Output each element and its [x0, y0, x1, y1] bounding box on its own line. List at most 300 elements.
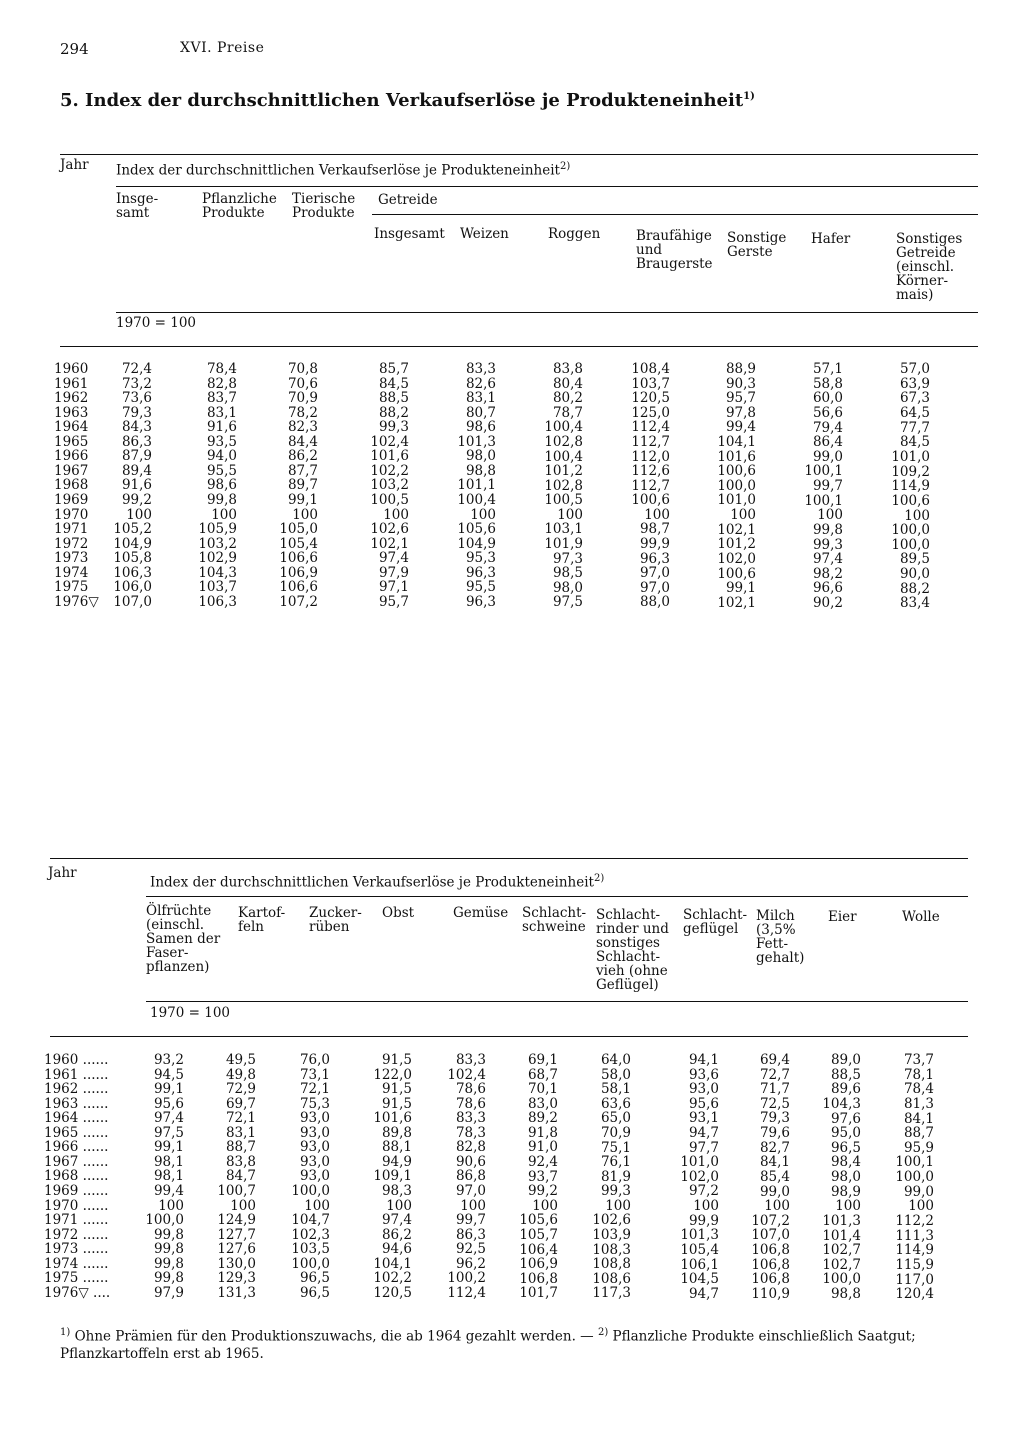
- table2-cell: 109,1: [373, 1168, 412, 1185]
- table2-cell: 106,1: [680, 1256, 719, 1273]
- table1-cell: 73,6: [121, 390, 152, 407]
- table2-cell: 100: [532, 1197, 558, 1214]
- table1-cell: 67,3: [899, 390, 930, 407]
- table1-cell: 104,3: [198, 564, 237, 581]
- table2-cell: 91,5: [381, 1095, 412, 1112]
- table2-cell: 93,0: [299, 1124, 330, 1141]
- table1-col-header: Insge- samt: [116, 191, 159, 221]
- table2-cell: 104,7: [291, 1212, 330, 1229]
- table2-cell: 72,1: [299, 1081, 330, 1098]
- table1-cell: 72,4: [121, 361, 152, 377]
- table2-cell: 100: [693, 1198, 719, 1215]
- table2-cell: 84,1: [903, 1110, 934, 1127]
- table1-cell: 82,3: [287, 419, 318, 436]
- table2-top-rule: [50, 858, 968, 859]
- table1-cell: 101,1: [457, 477, 496, 494]
- table1-cell: 105,9: [198, 521, 237, 538]
- table1-cell: 100: [126, 506, 152, 523]
- table1-cell: 102,0: [717, 550, 756, 567]
- table2-row-year: 1976▽ ....: [44, 1284, 111, 1301]
- table1-cell: 99,9: [639, 536, 670, 553]
- table1-cell: 100,0: [891, 522, 930, 539]
- table1-cell: 96,3: [465, 564, 496, 581]
- table2-cell: 104,3: [822, 1095, 861, 1112]
- table1-cell: 90,2: [812, 595, 843, 612]
- table1-cell: 88,5: [378, 390, 409, 407]
- table2-cell: 100: [605, 1197, 631, 1214]
- table2-cell: 100,0: [822, 1271, 861, 1288]
- table2-cell: 93,6: [688, 1066, 719, 1083]
- table1-cell: 91,6: [206, 419, 237, 436]
- table2-cell: 100,7: [217, 1182, 256, 1199]
- table2-cell: 115,9: [895, 1256, 934, 1273]
- table2-cell: 93,0: [299, 1168, 330, 1185]
- page-title: [60, 90, 755, 111]
- table2-cell: 100,1: [895, 1154, 934, 1171]
- table2-cell: 106,9: [519, 1256, 558, 1273]
- table2-cell: 99,4: [153, 1182, 184, 1199]
- table2-col-header: Schlacht- geflügel: [683, 907, 748, 937]
- table2-cell: 79,6: [759, 1125, 790, 1142]
- table2-row-year: 1967 ......: [44, 1153, 109, 1170]
- table1-cell: 103,1: [544, 521, 583, 538]
- table1-getreide-label: Getreide: [378, 192, 438, 208]
- table1-cell: 89,4: [121, 462, 152, 479]
- table1-cell: 96,6: [812, 580, 843, 597]
- table1-row-year: 1972: [54, 535, 89, 552]
- table1-cell: 95,3: [465, 550, 496, 567]
- table1-cell: 106,9: [279, 564, 318, 581]
- table1-cell: 93,5: [206, 433, 237, 450]
- table2-row-year: 1973 ......: [44, 1241, 109, 1258]
- table1-cell: 125,0: [631, 404, 670, 421]
- table1-spanner-text: Index der durchschnittlichen Verkaufserlöse je Produkteneinheit: [116, 162, 560, 179]
- table2-col-header: Schlacht- rinder und sonstiges Schlacht- vieh (ohne Geflügel): [596, 907, 669, 993]
- table1-cell: 114,9: [891, 478, 930, 495]
- table1-cell: 100: [817, 507, 843, 524]
- table2-cell: 130,0: [217, 1255, 256, 1272]
- table1-row-year: 1962: [54, 390, 89, 407]
- table1-cell: 112,6: [631, 463, 670, 480]
- table1-cell: 99,0: [812, 448, 843, 465]
- table1-cell: 98,7: [639, 521, 670, 538]
- table2-cell: 88,5: [830, 1066, 861, 1083]
- table1-cell: 86,2: [287, 448, 318, 465]
- table1-cell: 84,5: [899, 434, 930, 451]
- table2-cell: 97,7: [688, 1139, 719, 1156]
- table2-cell: 100: [304, 1197, 330, 1214]
- table1-cell: 102,2: [370, 462, 409, 479]
- table2-cell: 73,7: [903, 1052, 934, 1068]
- table1-spanner-note: 2): [559, 161, 571, 172]
- table2-cell: 69,7: [225, 1095, 256, 1112]
- footnote-2-mark: 2): [597, 1327, 609, 1338]
- table1-row-year: 1963: [54, 404, 89, 421]
- table1-row-year: 1974: [54, 564, 89, 581]
- table2-cell: 84,7: [225, 1168, 256, 1185]
- table1-cell: 99,1: [287, 491, 318, 508]
- table2-cell: 76,0: [299, 1052, 330, 1068]
- table1-row-year: 1976▽: [54, 593, 99, 610]
- table2-col-header: Schlacht- schweine: [522, 905, 587, 935]
- table2-cell: 65,0: [600, 1110, 631, 1127]
- table2-cell: 102,4: [447, 1066, 486, 1083]
- table1-cell: 84,4: [287, 433, 318, 450]
- table2-cell: 122,0: [373, 1066, 412, 1083]
- table1-cell: 102,1: [717, 521, 756, 538]
- table2-cell: 114,9: [895, 1242, 934, 1259]
- table2-cell: 101,4: [822, 1227, 861, 1244]
- table1-cell: 86,3: [121, 433, 152, 450]
- table1-cell: 100,1: [804, 463, 843, 480]
- table2-cell: 79,3: [759, 1110, 790, 1127]
- table2-cell: 97,2: [688, 1183, 719, 1200]
- table2-col-header: Zucker- rüben: [309, 905, 362, 935]
- table2-cell: 89,2: [527, 1110, 558, 1127]
- table2-spanner-rule: [146, 896, 968, 897]
- table1-cell: 106,0: [113, 579, 152, 596]
- table1-cell: 97,4: [378, 550, 409, 567]
- table2-cell: 75,1: [600, 1139, 631, 1156]
- table1-cell: 120,5: [631, 390, 670, 407]
- table1-cell: 90,0: [899, 566, 930, 583]
- table2-cell: 93,0: [299, 1153, 330, 1170]
- table1-cell: 86,4: [812, 434, 843, 451]
- table2-cell: 98,8: [830, 1286, 861, 1303]
- table1-cell: 106,6: [279, 550, 318, 567]
- table2-row-year: 1974 ......: [44, 1255, 109, 1272]
- table1-cell: 95,7: [725, 390, 756, 407]
- table1-cell: 100,4: [457, 491, 496, 508]
- table2-cell: 100: [835, 1198, 861, 1215]
- table2-cell: 99,8: [153, 1270, 184, 1287]
- table1-col-header: Weizen: [460, 226, 509, 242]
- table1-cell: 100: [292, 506, 318, 523]
- table1-cell: 108,4: [631, 361, 670, 377]
- table1-cell: 101,2: [717, 536, 756, 553]
- table1-cell: 88,2: [899, 580, 930, 597]
- table2-cell: 93,0: [688, 1081, 719, 1098]
- table1-cell: 84,5: [378, 375, 409, 392]
- table2-cell: 100: [460, 1197, 486, 1214]
- table2-col-header: Obst: [382, 905, 415, 921]
- table1-cell: 105,6: [457, 521, 496, 538]
- table2-cell: 99,1: [153, 1139, 184, 1156]
- table1-cell: 112,7: [631, 477, 670, 494]
- table2-cell: 69,4: [759, 1052, 790, 1068]
- table2-cell: 99,9: [688, 1212, 719, 1229]
- table1-cell: 99,3: [378, 419, 409, 436]
- page-number: 294: [60, 40, 89, 58]
- table2-cell: 106,8: [751, 1271, 790, 1288]
- table1-col-header: Insgesamt: [374, 226, 445, 242]
- table2-cell: 88,1: [381, 1139, 412, 1156]
- table1-row-year: 1973: [54, 550, 89, 567]
- table2-cell: 91,8: [527, 1124, 558, 1141]
- table2-cell: 94,1: [688, 1052, 719, 1068]
- table2-cell: 104,1: [373, 1255, 412, 1272]
- footnote-1: Ohne Prämien für den Produktionszuwachs, die ab 1964 gezahlt werden. —: [74, 1328, 594, 1345]
- table2-cell: 83,8: [225, 1153, 256, 1170]
- table1-cell: 102,8: [544, 477, 583, 494]
- table2-row-year: 1963 ......: [44, 1095, 109, 1112]
- table2-cell: 68,7: [527, 1066, 558, 1083]
- table1-cell: 83,4: [899, 595, 930, 612]
- table1-cell: 64,5: [899, 404, 930, 421]
- table2-cell: 98,1: [153, 1153, 184, 1170]
- table1-cell: 58,8: [812, 375, 843, 392]
- table1-cell: 88,2: [378, 404, 409, 421]
- table1-cell: 101,0: [891, 448, 930, 465]
- table2-cell: 97,0: [455, 1182, 486, 1199]
- table1-cell: 83,1: [206, 404, 237, 421]
- table2-cell: 99,3: [600, 1183, 631, 1200]
- table2-cell: 96,2: [455, 1255, 486, 1272]
- table1-cell: 79,4: [812, 419, 843, 436]
- table1-cell: 83,8: [552, 361, 583, 377]
- table2-cell: 117,3: [592, 1285, 631, 1302]
- table2-cell: 102,7: [822, 1242, 861, 1259]
- table1-cell: 82,6: [465, 375, 496, 392]
- table1-cell: 97,8: [725, 404, 756, 421]
- table1-cell: 98,2: [812, 565, 843, 582]
- table2-cell: 98,9: [830, 1183, 861, 1200]
- table2-cell: 98,1: [153, 1168, 184, 1185]
- table2-cell: 82,7: [759, 1139, 790, 1156]
- table1-cell: 78,4: [206, 361, 237, 377]
- table1-cell: 96,3: [465, 593, 496, 610]
- table2-cell: 81,9: [600, 1168, 631, 1185]
- table2-cell: 100: [158, 1197, 184, 1214]
- table1-cell: 101,3: [457, 433, 496, 450]
- table2-cell: 64,0: [600, 1052, 631, 1068]
- table2-cell: 86,2: [381, 1226, 412, 1243]
- table1-cell: 105,4: [279, 535, 318, 552]
- table2-cell: 94,9: [381, 1153, 412, 1170]
- table1-col-header: Roggen: [548, 226, 601, 242]
- table2-cell: 112,4: [447, 1284, 486, 1301]
- table1-cell: 101,0: [717, 492, 756, 509]
- table2-cell: 88,7: [903, 1125, 934, 1142]
- table2-cell: 94,6: [381, 1241, 412, 1258]
- table2-row-year: 1975 ......: [44, 1270, 109, 1287]
- table2-row-year: 1968 ......: [44, 1168, 109, 1185]
- table1-row-year: 1971: [54, 521, 89, 538]
- table1-cell: 112,7: [631, 433, 670, 450]
- table1-cell: 56,6: [812, 404, 843, 421]
- title-text: 5. Index der durchschnittlichen Verkaufserlöse je Produkteneinheit: [60, 90, 744, 111]
- footnotes: [60, 1324, 980, 1363]
- table2-cell: 100,0: [291, 1182, 330, 1199]
- table2-cell: 86,8: [455, 1168, 486, 1185]
- table2-cell: 99,7: [455, 1212, 486, 1229]
- table1-cell: 99,7: [812, 478, 843, 495]
- table2-cell: 110,9: [751, 1285, 790, 1302]
- footnote-2: Pflanzliche Produkte einschließlich Saatgut; Pflanzkartoffeln erst ab 1965.: [60, 1328, 916, 1362]
- table2-cell: 72,5: [759, 1095, 790, 1112]
- table2-row-year: 1961 ......: [44, 1066, 109, 1083]
- table2-cell: 83,0: [527, 1095, 558, 1112]
- table1-cell: 100: [904, 507, 930, 524]
- table2-cell: 78,6: [455, 1095, 486, 1112]
- table2-cell: 72,1: [225, 1110, 256, 1127]
- table1-cell: 98,8: [465, 462, 496, 479]
- table2-cell: 91,5: [381, 1081, 412, 1098]
- table1-cell: 99,3: [812, 536, 843, 553]
- table1-row-year: 1961: [54, 375, 89, 392]
- table2-cell: 103,5: [291, 1241, 330, 1258]
- table2-base-label: 1970 = 100: [150, 1005, 231, 1021]
- table2-cell: 105,6: [519, 1212, 558, 1229]
- table1-row-year: 1967: [54, 462, 89, 479]
- table1-cell: 106,3: [198, 593, 237, 610]
- table1-cell: 98,6: [206, 477, 237, 494]
- table2-cell: 111,3: [895, 1227, 934, 1244]
- table2-row-year: 1964 ......: [44, 1110, 109, 1127]
- table1-cell: 102,4: [370, 433, 409, 450]
- table2-col-header: Wolle: [902, 909, 940, 925]
- table2-cell: 100,0: [291, 1255, 330, 1272]
- table1-cell: 83,1: [465, 390, 496, 407]
- table2-cell: 72,7: [759, 1066, 790, 1083]
- table2-cell: 127,7: [217, 1226, 256, 1243]
- table1-cell: 98,0: [552, 579, 583, 596]
- table2-cell: 102,2: [373, 1270, 412, 1287]
- table2-cell: 94,5: [153, 1066, 184, 1083]
- table2-cell: 131,3: [217, 1284, 256, 1301]
- table2-cell: 124,9: [217, 1212, 256, 1229]
- table2-cell: 88,7: [225, 1139, 256, 1156]
- table2-col-header: Milch (3,5% Fett- gehalt): [756, 908, 805, 966]
- table1-row-year: 1975: [54, 579, 89, 596]
- table1-cell: 97,0: [639, 565, 670, 582]
- table1-base-label: 1970 = 100: [116, 315, 197, 331]
- table2-cell: 58,1: [600, 1081, 631, 1098]
- table2-cell: 96,5: [830, 1139, 861, 1156]
- table1-cell: 88,9: [725, 361, 756, 377]
- table1-cell: 100,5: [544, 492, 583, 509]
- table2-cell: 102,3: [291, 1226, 330, 1243]
- table1-cell: 90,3: [725, 375, 756, 392]
- table1-cell: 105,0: [279, 521, 318, 538]
- table2-cell: 106,8: [751, 1256, 790, 1273]
- table2-cell: 105,7: [519, 1226, 558, 1243]
- table1-cell: 103,2: [370, 477, 409, 494]
- table2-cell: 100: [230, 1197, 256, 1214]
- table2-cell: 92,4: [527, 1154, 558, 1171]
- table2-cell: 63,6: [600, 1095, 631, 1112]
- table1-cell: 105,8: [113, 550, 152, 567]
- table1-cell: 97,9: [378, 564, 409, 581]
- table2-cell: 83,3: [455, 1110, 486, 1127]
- table2-cell: 98,0: [830, 1169, 861, 1186]
- table1-cell: 98,5: [552, 565, 583, 582]
- table1-cell: 77,7: [899, 419, 930, 436]
- table1-cell: 100: [470, 506, 496, 523]
- table1-cell: 97,3: [552, 550, 583, 567]
- title-footnote-mark: 1): [743, 91, 755, 102]
- table2-cell: 89,8: [381, 1124, 412, 1141]
- table2-cell: 69,1: [527, 1052, 558, 1068]
- table2-cell: 101,3: [822, 1212, 861, 1229]
- table2-cell: 102,6: [592, 1212, 631, 1229]
- table1-cell: 85,7: [378, 361, 409, 377]
- table2-cell: 100,0: [145, 1212, 184, 1229]
- table2-cell: 90,6: [455, 1153, 486, 1170]
- table2-cell: 78,6: [455, 1081, 486, 1098]
- table1-cell: 83,7: [206, 390, 237, 407]
- table1-cell: 98,0: [465, 448, 496, 465]
- table2-cell: 94,7: [688, 1285, 719, 1302]
- table2-cell: 101,7: [519, 1285, 558, 1302]
- table1-cell: 99,2: [121, 491, 152, 508]
- table1-cell: 78,2: [287, 404, 318, 421]
- table1-cell: 97,4: [812, 551, 843, 568]
- table2-cell: 101,0: [680, 1154, 719, 1171]
- table2-cell: 97,4: [153, 1110, 184, 1127]
- table1-cell: 102,8: [544, 433, 583, 450]
- table2-row-year: 1970 ......: [44, 1197, 109, 1214]
- table1-cell: 100,6: [717, 565, 756, 582]
- table2-cell: 70,1: [527, 1081, 558, 1098]
- table1-col-header: Pflanzliche Produkte: [202, 191, 277, 221]
- table2-cell: 120,5: [373, 1284, 412, 1301]
- table1-row-year: 1960: [54, 361, 89, 377]
- table2-cell: 103,9: [592, 1227, 631, 1244]
- table2-cell: 84,1: [759, 1154, 790, 1171]
- table1-cell: 80,4: [552, 375, 583, 392]
- table1-cell: 60,0: [812, 390, 843, 407]
- table1-cell: 97,0: [639, 579, 670, 596]
- table1-cell: 100: [557, 506, 583, 523]
- table1-row-year: 1965: [54, 433, 89, 450]
- table2-cell: 106,8: [519, 1270, 558, 1287]
- table2-cell: 105,4: [680, 1241, 719, 1258]
- table1-cell: 100: [211, 506, 237, 523]
- table1-cell: 70,8: [287, 361, 318, 377]
- table2-cell: 96,5: [299, 1270, 330, 1287]
- table2-cell: 83,3: [455, 1052, 486, 1068]
- table2-stub-header: Jahr: [48, 865, 77, 881]
- table2-cell: 95,9: [903, 1139, 934, 1156]
- table1-getreide-rule: [372, 214, 978, 215]
- table1-cell: 99,4: [725, 419, 756, 436]
- table1-cell: 91,6: [121, 477, 152, 494]
- table2-cell: 93,2: [153, 1052, 184, 1068]
- table1-col-header: Tierische Produkte: [292, 191, 356, 221]
- table1-cell: 79,3: [121, 404, 152, 421]
- table1-cell: 84,3: [121, 419, 152, 436]
- table2-cell: 99,0: [759, 1183, 790, 1200]
- table1-cell: 97,1: [378, 579, 409, 596]
- table2-cell: 98,3: [381, 1182, 412, 1199]
- table2-row-year: 1972 ......: [44, 1226, 109, 1243]
- table1-cell: 100,4: [544, 448, 583, 465]
- table1-cell: 87,7: [287, 462, 318, 479]
- table2-cell: 102,7: [822, 1256, 861, 1273]
- table2-cell: 120,4: [895, 1286, 934, 1303]
- table1-cell: 100,0: [891, 536, 930, 553]
- table1-header-bottom-rule: [60, 346, 978, 347]
- table1-spanner-rule: [116, 186, 978, 187]
- table2-row-year: 1969 ......: [44, 1182, 109, 1199]
- table1-cell: 95,7: [378, 593, 409, 610]
- table1-cell: 100,4: [544, 419, 583, 436]
- table1-row-year: 1970: [54, 506, 89, 523]
- table2-cell: 106,4: [519, 1241, 558, 1258]
- table1-cell: 102,1: [370, 535, 409, 552]
- table1-cell: 96,3: [639, 550, 670, 567]
